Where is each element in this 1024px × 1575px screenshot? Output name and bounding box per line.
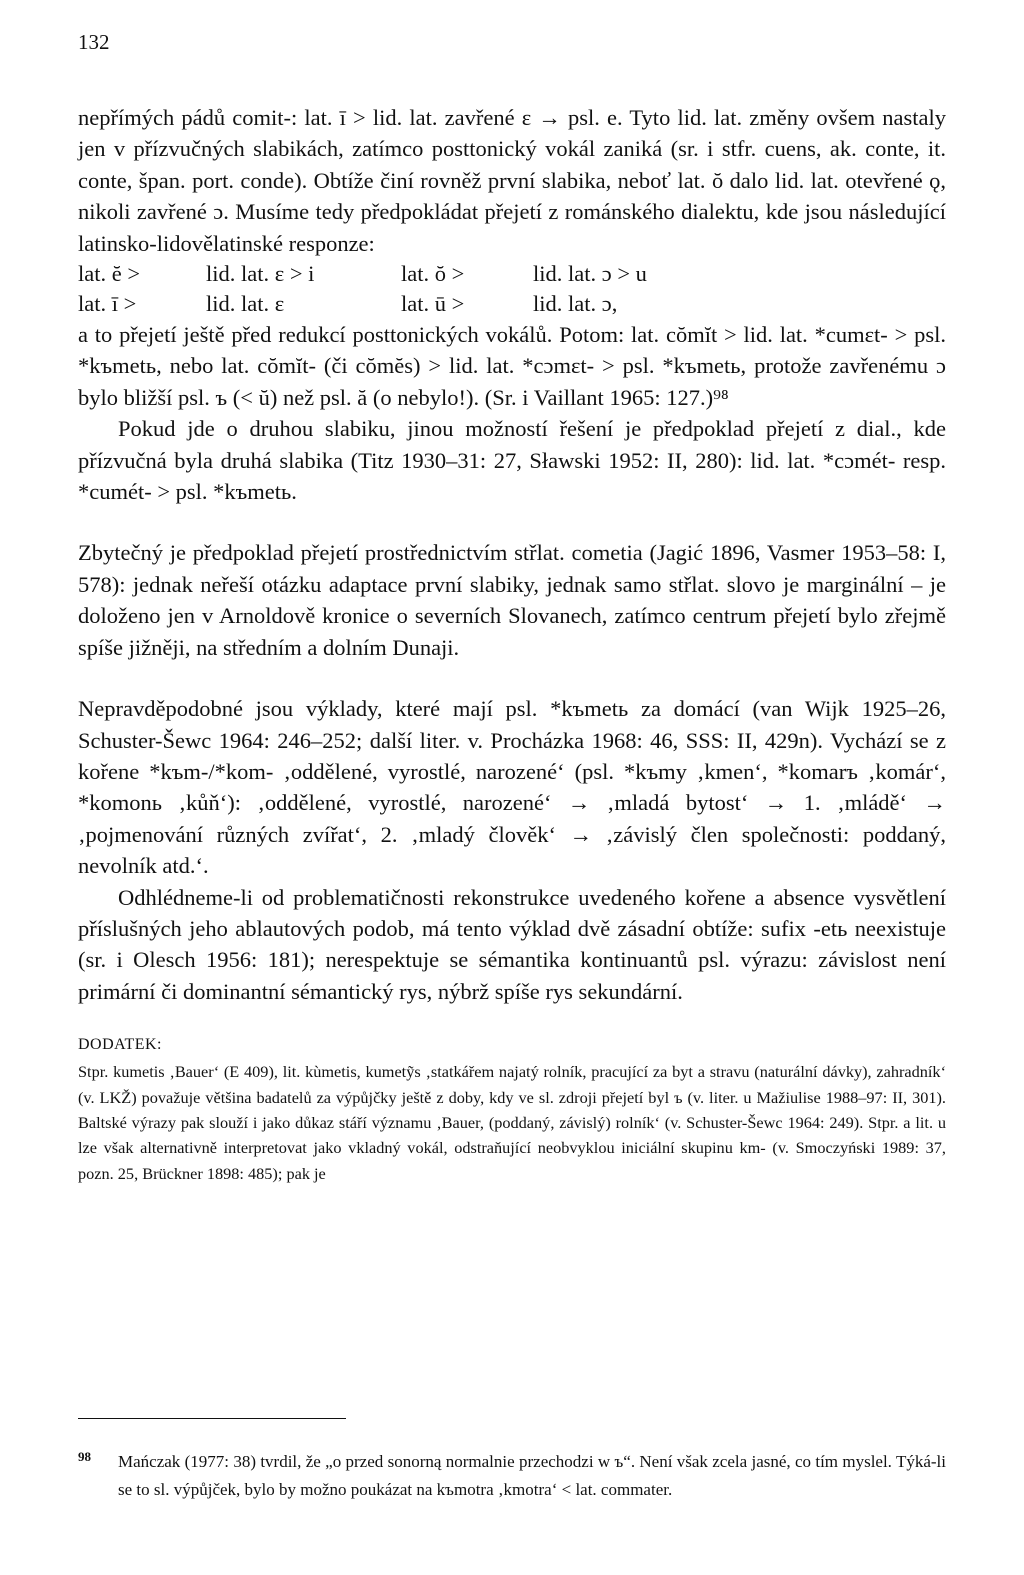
footnote-divider [78,1418,346,1419]
footnote-text: Mańczak (1977: 38) tvrdil, že „o przed sonorną normalnie przechodzi w ъ“. Není však zcela jasné, co tím myslel. Týká-li se to sl. výpůjček, bylo by možno poukázat na kъmotra ‚kmotra‘ < lat. commater. [118,1452,946,1499]
footnote-mark: 98 [78,1449,91,1464]
response-cell: lid. lat. ɔ > u [533,261,647,287]
response-table [78,259,946,319]
addendum-heading: DODATEK: [78,1036,162,1054]
paragraph-6: Odhlédneme-li od problematičnosti rekonstrukce uvedeného kořene a absence vysvětlení příslušných jeho ablautových podob, má tento výklad dvě zásadní obtíže: sufix -etь neexistuje (sr. i Olesch 1956: 181); nerespektuje se sémantika kontinuantů psl. výrazu: závislost není primární či dominantní sémantický rys, nýbrž spíše rys sekundární. [78,884,946,1004]
response-row-1 [78,259,946,289]
response-cell: lat. ĕ > [78,261,141,287]
paragraph-1: nepřímých pádů comit-: lat. ī > lid. lat. zavřené ε → psl. e. Tyto lid. lat. změny ovšem nastaly jen v přízvučných slabikách, zatímco posttonický vokál zaniká (sr. i stfr. cuens, ak. conte, it. conte, špan. port. conde). Obtíže činí rovněž první slabika, neboť lat. ŏ dalo lid. lat. otevřené ǫ, nikoli zavřené ɔ. Musíme tedy předpokládat přejetí z románského dialektu, kde jsou následující latinsko-lidovělatinské responze: [78,105,946,256]
response-cell: lid. lat. ε [206,291,285,317]
response-cell: lid. lat. ε > i [206,261,315,287]
page-number: 132 [78,30,110,54]
paragraph-2: a to přejetí ještě před redukcí posttonických vokálů. Potom: lat. cŏmĭt > lid. lat. *cumεt- > psl. *kъmetь, nebo lat. cŏmĭt- (či cŏmĕs) > lid. lat. *cɔmεt- > psl. *kъmetь, protože zavřenému ɔ bylo bližší psl. ъ (< ŭ) než psl. ă (o nebylo!). (Sr. i Vaillant 1965: 127.)⁹⁸ [78,322,946,410]
main-text [78,102,946,1186]
paragraph-5: Nepravděpodobné jsou výklady, které mají psl. *kъmetь za domácí (van Wijk 1925–26, Schuster-Šewc 1964: 246–252; další liter. v. Procházka 1968: 46, SSS: II, 429n). Vychází se z kořene *kъm-/*kom- ‚oddělené, vyrostlé, narozené‘ (psl. *kъmy ‚kmen‘, *komarъ ‚komár‘, *komonь ‚kůň‘): ‚oddělené, vyrostlé, narozené‘ → ‚mladá bytost‘ → 1. ‚mládě‘ → ‚pojmenování různých zvířat‘, 2. ‚mladý člověk‘ → ‚závislý člen společnosti: poddaný, nevolník atd.‘. [78,696,946,879]
response-row-2 [78,289,946,319]
response-cell: lat. ū > [401,291,465,317]
paragraph-3: Pokud jde o druhou slabiku, jinou možností řešení je předpoklad přejetí z dial., kde přízvučná byla druhá slabika (Titz 1930–31: 27, Sławski 1952: II, 280): lid. lat. *cɔmét- resp. *cumét- > psl. *kъmetь. [78,416,946,505]
paragraph-4: Zbytečný je předpoklad přejetí prostřednictvím střlat. cometia (Jagić 1896, Vasmer 1953–58: I, 578): jednak neřeší otázku adaptace první slabiky, jednak samo střlat. slovo je marginální – je doloženo jen v Arnoldově kronice o severních Slovanech, zatímco centrum přejetí bylo zřejmě spíše jižněji, na středním a dolním Dunaji. [78,540,946,660]
response-cell: lat. ī > [78,291,137,317]
response-cell: lid. lat. ɔ, [533,291,618,317]
response-cell: lat. ŏ > [401,261,465,287]
footnote [78,1448,946,1504]
addendum-text: Stpr. kumetis ‚Bauer‘ (E 409), lit. kùmetis, kumetỹs ‚statkářem najatý rolník, pracující za byt a stravu (naturální dávky), zahradník‘ (v. LKŽ) považuje většina badatelů za výpůjčky ještě z doby, kdy ve sl. zdroji přejetí byl ъ (v. liter. u Mažiulise 1988–97: II, 301). Baltské výrazy pak slouží i jako důkaz stáří významu ‚Bauer, (poddaný, závislý) rolník‘ (v. Schuster-Šewc 1964: 249). Stpr. a lit. u lze však alternativně interpretovat jako vkladný vokál, odstraňující neobvyklou iniciální skupinu km- (v. Smoczyński 1989: 37, pozn. 25, Brückner 1898: 485); pak je [78,1062,946,1183]
